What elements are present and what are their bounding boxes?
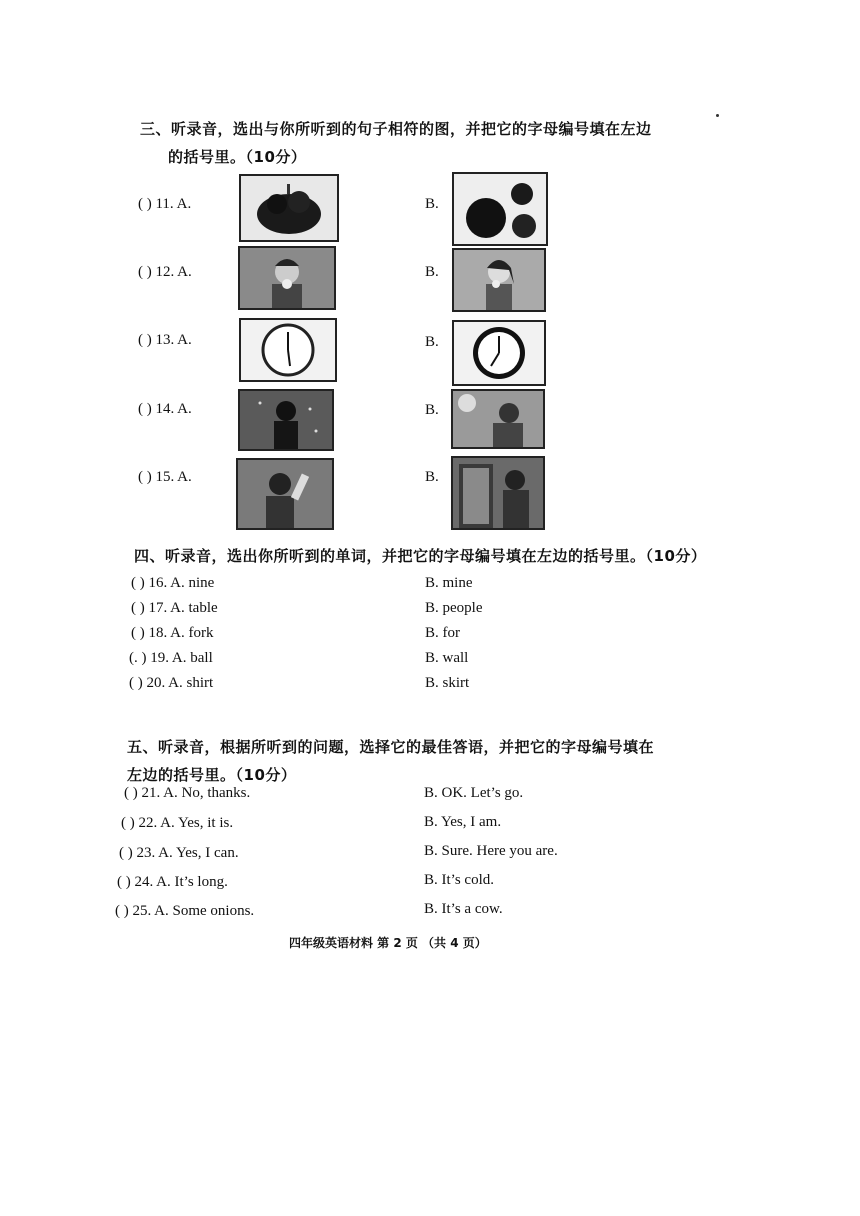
q13-option-b-picture [452, 320, 546, 386]
q12-option-b-picture [452, 248, 546, 312]
q11-label: ( ) 11. A. [138, 196, 192, 212]
q25-option-b: B. It’s a cow. [424, 901, 503, 917]
q21-option-b: B. OK. Let’s go. [424, 785, 524, 801]
q17-label: ( ) 17. A. table [131, 600, 218, 616]
q13-option-b-label: B. [425, 334, 439, 350]
q14-option-b-picture [451, 389, 545, 449]
q11-option-b-picture [452, 172, 548, 246]
q18-option-b: B. for [425, 625, 460, 641]
q23-label: ( ) 23. A. Yes, I can. [119, 845, 239, 861]
q11-option-a-picture [239, 174, 339, 242]
section5-title-line1: 五、听录音，根据所听到的问题，选择它的最佳答语，并把它的字母编号填在 [127, 738, 655, 756]
q17-option-b: B. people [425, 600, 483, 616]
q18-label: ( ) 18. A. fork [131, 625, 214, 641]
q22-label: ( ) 22. A. Yes, it is. [121, 815, 234, 831]
q12-option-a-picture [238, 246, 336, 310]
q15-option-a-picture [236, 458, 334, 530]
section4-title: 四、听录音，选出你所听到的单词，并把它的字母编号填在左边的括号里。（10分） [134, 547, 707, 565]
q14-label: ( ) 14. A. [138, 401, 192, 417]
q14-option-a-picture [238, 389, 334, 451]
section3-title-line1: 三、听录音，选出与你所听到的句子相符的图，并把它的字母编号填在左边 [140, 120, 652, 138]
q13-option-a-picture [239, 318, 337, 382]
q15-option-b-picture [451, 456, 545, 530]
section3-title-line2: 的括号里。（10分） [168, 148, 307, 166]
q22-option-b: B. Yes, I am. [424, 814, 502, 830]
page-footer: 四年级英语材料 第 2 页 （共 4 页） [289, 936, 487, 950]
q16-option-b: B. mine [425, 575, 473, 591]
q14-option-b-label: B. [425, 402, 439, 418]
q16-label: ( ) 16. A. nine [131, 575, 215, 591]
q11-option-b-label: B. [425, 196, 439, 212]
q20-option-b: B. skirt [425, 675, 470, 691]
q12-option-b-label: B. [425, 264, 439, 280]
scan-mark [716, 114, 719, 117]
q12-label: ( ) 12. A. [138, 264, 192, 280]
q13-label: ( ) 13. A. [138, 332, 192, 348]
q24-option-b: B. It’s cold. [424, 872, 494, 888]
q25-label: ( ) 25. A. Some onions. [115, 903, 255, 919]
q19-option-b: B. wall [425, 650, 469, 666]
q24-label: ( ) 24. A. It’s long. [117, 874, 228, 890]
q15-option-b-label: B. [425, 469, 439, 485]
section5-title-line2: 左边的括号里。（10分） [127, 766, 297, 784]
q21-label: ( ) 21. A. No, thanks. [124, 785, 251, 801]
q23-option-b: B. Sure. Here you are. [424, 843, 558, 859]
q15-label: ( ) 15. A. [138, 469, 192, 485]
q20-label: ( ) 20. A. shirt [129, 675, 214, 691]
q19-label: (. ) 19. A. ball [129, 650, 213, 666]
